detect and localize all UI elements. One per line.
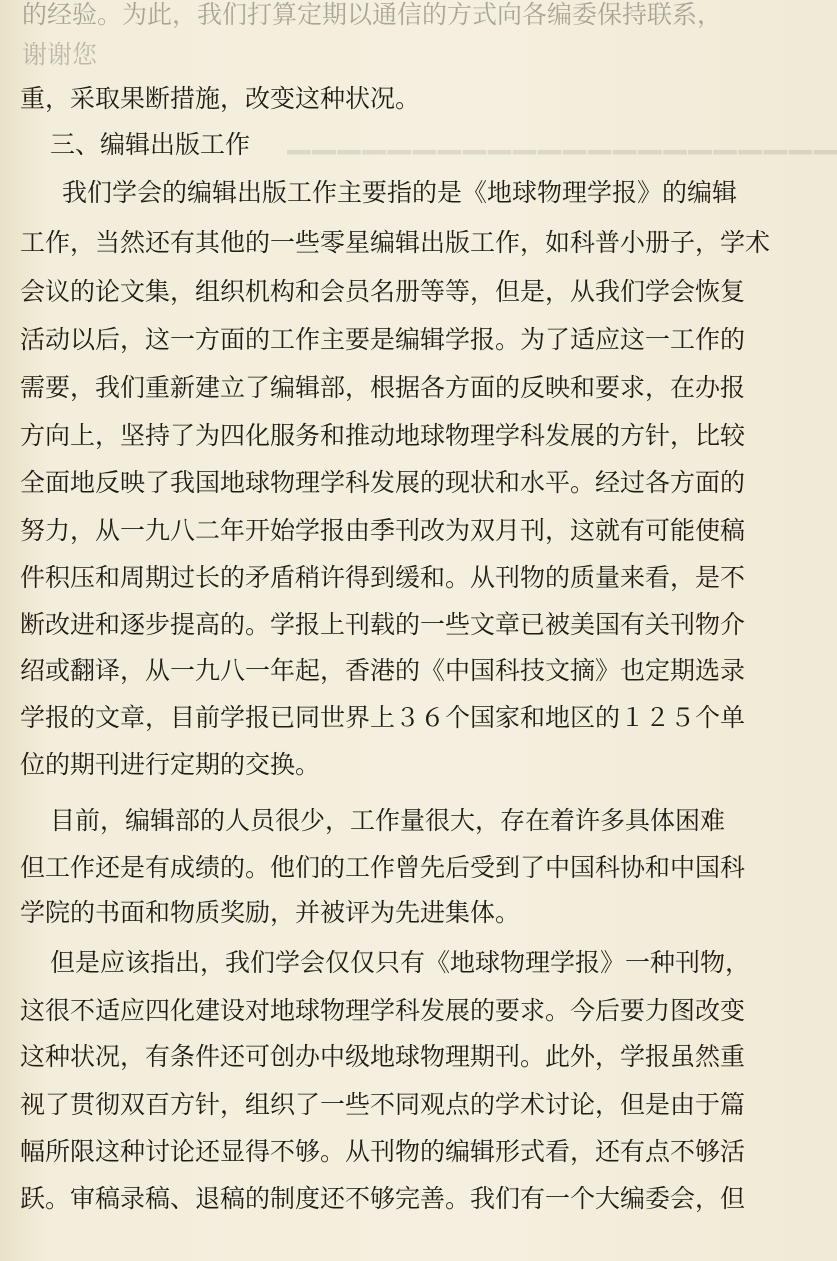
text-line: 视了贯彻双百方针，组织了一些不同观点的学术讨论，但是由于篇: [20, 1090, 746, 1119]
text-line: 工作，当然还有其他的一些零星编辑出版工作，如科普小册子，学术: [20, 228, 771, 257]
text-line: 这很不适应四化建设对地球物理学科发展的要求。今后要力图改变: [20, 996, 746, 1025]
text-line: 但是应该指出，我们学会仅仅只有《地球物理学报》一种刊物，: [50, 948, 751, 977]
text-line: 绍或翻译，从一九八一年起，香港的《中国科技文摘》也定期选录: [20, 656, 746, 685]
text-line: 位的期刊进行定期的交换。: [20, 750, 321, 779]
text-line: 全面地反映了我国地球物理学科发展的现状和水平。经过各方面的: [20, 468, 746, 497]
section-heading: 三、编辑出版工作: [50, 130, 251, 159]
text-line: 断改进和逐步提高的。学报上刊载的一些文章已被美国有关刊物介: [20, 610, 746, 639]
show-through: ▁▁▁▁▁▁▁▁▁▁▁▁▁▁▁▁▁▁▁▁▁▁: [285, 120, 837, 155]
text-line: 跃。审稿录稿、退稿的制度还不够完善。我们有一个大编委会，但: [20, 1184, 746, 1213]
text-line: 学院的书面和物质奖励，并被评为先进集体。: [20, 898, 521, 927]
text-line: 目前，编辑部的人员很少，工作量很大，存在着许多具体困难: [50, 806, 726, 835]
text-line: 学报的文章，目前学报已同世界上３６个国家和地区的１２５个单: [20, 703, 746, 732]
text-line: 的经验。为此，我们打算定期以通信的方式向各编委保持联系，: [22, 0, 723, 29]
text-line: 件积压和周期过长的矛盾稍许得到缓和。从刊物的质量来看，是不: [20, 563, 746, 592]
text-line: 会议的论文集，组织机构和会员名册等等，但是，从我们学会恢复: [20, 277, 746, 306]
text-line: 活动以后，这一方面的工作主要是编辑学报。为了适应这一工作的: [20, 325, 746, 354]
text-line: 但工作还是有成绩的。他们的工作曾先后受到了中国科协和中国科: [20, 853, 746, 882]
text-line-fragment: 谢谢您: [22, 40, 98, 69]
text-line: 我们学会的编辑出版工作主要指的是《地球物理学报》的编辑: [62, 178, 738, 207]
text-line: 这种状况，有条件还可创办中级地球物理期刊。此外，学报虽然重: [20, 1042, 746, 1071]
text-line: 努力，从一九八二年开始学报由季刊改为双月刊，这就有可能使稿: [20, 516, 746, 545]
text-line: 重，采取果断措施，改变这种状况。: [20, 84, 421, 113]
text-line: 幅所限这种讨论还显得不够。从刊物的编辑形式看，还有点不够活: [20, 1137, 746, 1166]
text-line: 需要，我们重新建立了编辑部，根据各方面的反映和要求，在办报: [20, 373, 746, 402]
text-line: 方向上，坚持了为四化服务和推动地球物理学科发展的方针，比较: [20, 421, 746, 450]
